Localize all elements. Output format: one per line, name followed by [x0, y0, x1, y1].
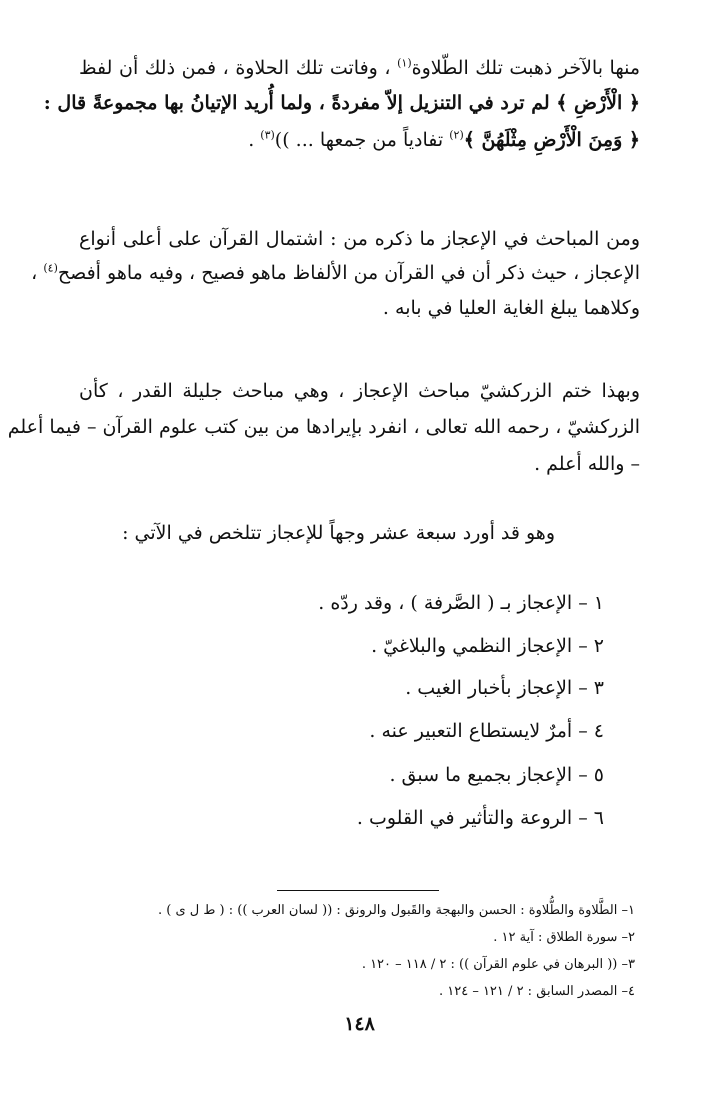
footnote-2: ٢– سورة الطلاق : آية ١٢ . — [493, 930, 635, 945]
list-item-3: ٣ – الإعجاز بأخبار الغيب . — [405, 677, 604, 699]
paragraph-3-line-3: – والله أعلم . — [534, 453, 640, 475]
paragraph-2-line-2: الإعجاز ، حيث ذكر أن في القرآن من الألفاظ ماهو فصيح ، وفيه ماهو أفصح$^{(٤)}$ ، — [31, 261, 640, 284]
list-item-2: ٢ – الإعجاز النظمي والبلاغيّ . — [371, 635, 604, 657]
list-intro: وهو قد أورد سبعة عشر وجهاً للإعجاز تتلخص في الآتي : — [122, 522, 555, 544]
list-item-6: ٦ – الروعة والتأثير في القلوب . — [356, 807, 604, 829]
footnote-ref-1[interactable]: (١) — [397, 56, 412, 70]
footnote-3: ٣– (( البرهان في علوم القرآن )) : ٢ / ١١٨ – ١٢٠ . — [361, 957, 635, 972]
paragraph-1-line-1: منها بالآخر ذهبت تلك الطّلاوة$^{(١)}$ ، وفاتت تلك الحلاوة ، فمن ذلك أن لفظ — [79, 56, 641, 79]
paragraph-2-line-3: وكلاهما يبلغ الغاية العليا في بابه . — [382, 297, 640, 319]
paragraph-3-line-1: وبهذا ختم الزركشيّ مباحث الإعجاز ، وهي مباحث جليلة القدر ، كأن — [79, 380, 640, 402]
paragraph-1-line-2: ﴿ الْأَرْضِ ﴾ لم ترد في التنزيل إلاّ مفردةً ، ولما أُريد الإتيانُ بها مجموعةً قال : — [43, 92, 640, 114]
footnote-ref-2[interactable]: (٢) — [449, 128, 464, 142]
paragraph-1-line-3: ﴿ وَمِنَ الْأَرْضِ مِثْلَهُنَّ ﴾$^{(٢)}$ تفادياً من جمعها ... ))$^{(٣)}$ . — [248, 128, 640, 151]
paragraph-3-line-2: الزركشيّ ، رحمه الله تعالى ، انفرد بإيرادها من بين كتب علوم القرآن – فيما أعلم — [7, 416, 640, 438]
list-item-4: ٤ – أمرٌ لايستطاع التعبير عنه . — [369, 720, 604, 742]
footnote-ref-3[interactable]: (٣) — [260, 128, 275, 142]
list-item-1: ١ – الإعجاز بـ ( الصَّرفة ) ، وقد ردّه . — [318, 592, 604, 614]
footnote-1: ١– الطَّلاوة والطُّلاوة : الحسن والبهجة والقَبول والرونق : (( لسان العرب )) : ( ط ل ى ) . — [158, 903, 635, 918]
page-number: ١٤٨ — [344, 1013, 375, 1035]
paragraph-2-line-1: ومن المباحث في الإعجاز ما ذكره من : اشتمال القرآن على أعلى أنواع — [79, 228, 640, 250]
footnote-ref-4[interactable]: (٤) — [43, 261, 58, 275]
footnote-4: ٤– المصدر السابق : ٢ / ١٢١ – ١٢٤ . — [438, 984, 635, 999]
list-item-5: ٥ – الإعجاز بجميع ما سبق . — [389, 764, 604, 786]
footnote-divider — [277, 890, 439, 891]
